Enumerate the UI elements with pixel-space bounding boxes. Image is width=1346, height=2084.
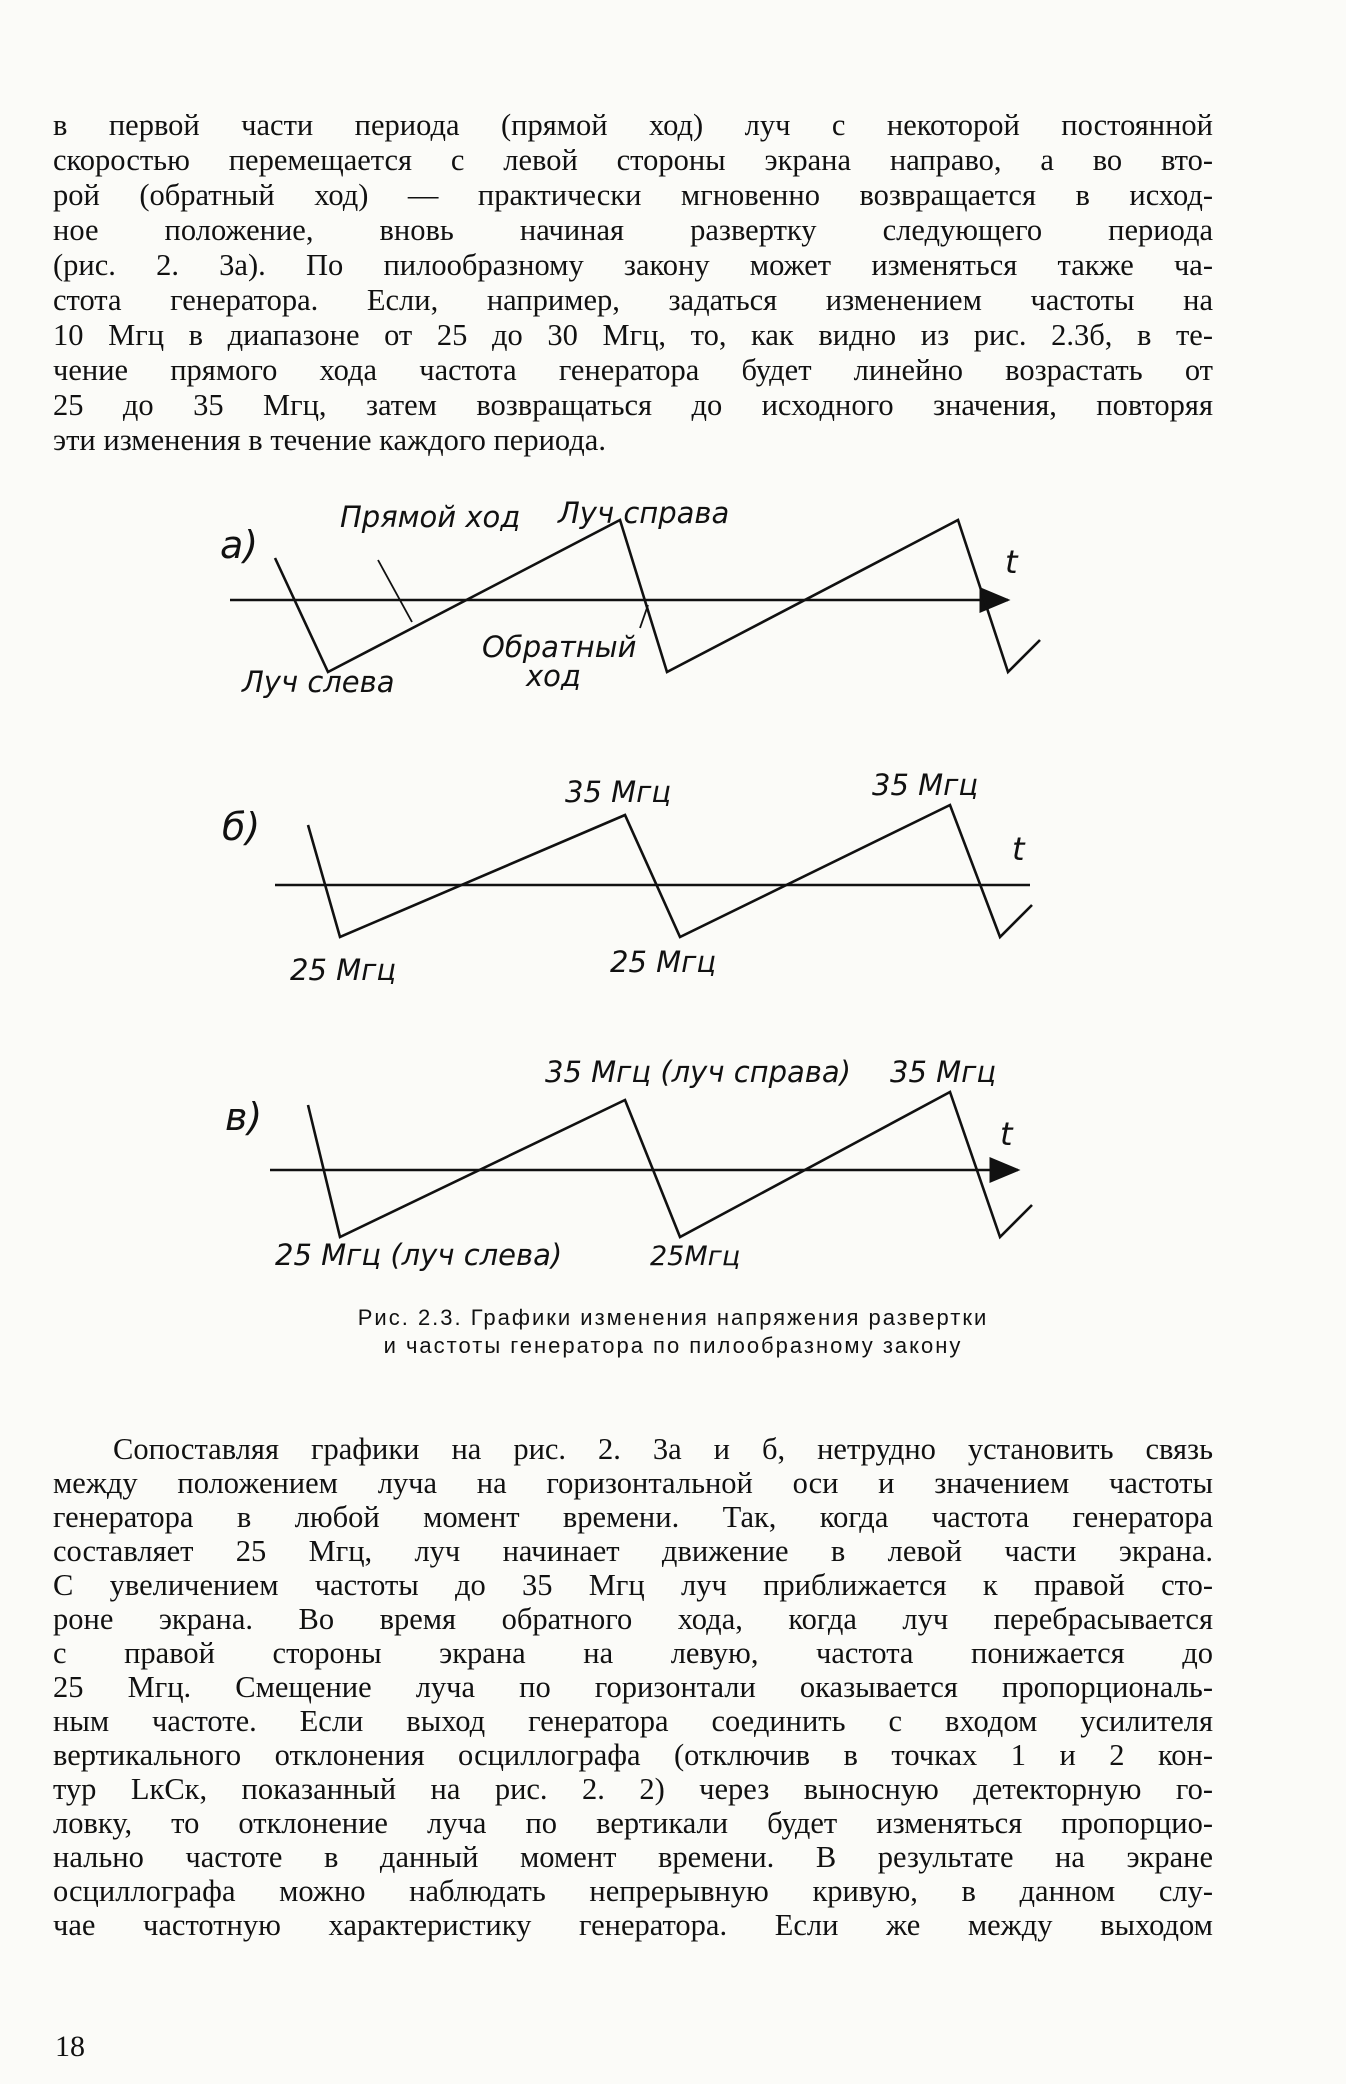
figure-caption-line1: Рис. 2.3. Графики изменения напряжения развертки [357,1305,989,1330]
text-line: чение прямого хода частота генератора будет линейно возрастать от [53,353,1213,387]
text-line: Сопоставляя графики на рис. 2. 3а и б, нетрудно установить связь [113,1432,1213,1466]
label-flyback-2: ход [526,659,581,693]
label-c-min2: 25Мгц [650,1241,741,1272]
label-b-max2: 35 Мгц [872,768,979,802]
label-beam-left: Луч слева [242,665,395,699]
label-c-min1: 25 Мгц (луч слева) [275,1238,563,1272]
text-line: чае частотную характеристику генератора. Если же между выходом [53,1908,1213,1942]
text-line: ное положение, вновь начиная развертку следующего периода [53,213,1213,247]
text-line: рой (обратный ход) — практически мгновенно возвращается в исход- [53,178,1213,212]
label-axis-a: t [1005,543,1018,581]
paragraph-2 [53,1432,1213,1942]
text-line: 25 до 35 Мгц, затем возвращаться до исходного значения, повторяя [53,388,1213,422]
text-line: роне экрана. Во время обратного хода, когда луч перебрасывается [53,1602,1213,1636]
page-number: 18 [55,2030,85,2063]
text-line: ным частоте. Если выход генератора соединить с входом усилителя [53,1704,1213,1738]
label-beam-right: Луч справа [558,496,730,530]
sawtooth-b [308,805,1032,937]
text-line: между положением луча на горизонтальной оси и значением частоты [53,1466,1213,1500]
text-line: ловку, то отклонение луча по вертикали будет изменяться пропорцио- [53,1806,1213,1840]
text-line: С увеличением частоты до 35 Мгц луч приближается к правой сто- [53,1568,1213,1602]
text-line: эти изменения в течение каждого периода. [53,423,606,457]
label-c: в) [225,1095,263,1139]
text-line: с правой стороны экрана на левую, частота понижается до [53,1636,1213,1670]
label-b-max1: 35 Мгц [565,775,672,809]
text-line: составляет 25 Мгц, луч начинает движение в левой части экрана. [53,1534,1213,1568]
pointer-forward [378,560,412,622]
label-b: б) [222,805,261,849]
text-line: нально частоте в данный момент времени. В результате на экране [53,1840,1213,1874]
text-line: вертикального отклонения осциллографа (отключив в точках 1 и 2 кон- [53,1738,1213,1772]
text-line: тур LкCк, показанный на рис. 2. 2) через выносную детекторную го- [53,1772,1213,1806]
sawtooth-c [308,1092,1032,1237]
text-line: осциллографа можно наблюдать непрерывную кривую, в данном слу- [53,1874,1213,1908]
label-forward: Прямой ход [340,500,521,534]
label-axis-c: t [1000,1115,1013,1153]
label-b-min2: 25 Мгц [610,945,717,979]
text-line: 10 Мгц в диапазоне от 25 до 30 Мгц, то, как видно из рис. 2.3б, в те- [53,318,1213,352]
label-c-max2: 35 Мгц [890,1055,997,1089]
label-a: а) [220,523,259,567]
label-c-max1: 35 Мгц (луч справа) [545,1055,851,1089]
text-line: стота генератора. Если, например, задаться изменением частоты на [53,283,1213,317]
text-line: в первой части периода (прямой ход) луч с некоторой постоянной [53,108,1213,142]
figure-caption-line2: и частоты генератора по пилообразному закону [383,1333,963,1358]
label-flyback-1: Обратный [482,630,637,664]
label-b-min1: 25 Мгц [290,953,397,987]
text-line: скоростью перемещается с левой стороны экрана направо, а во вто- [53,143,1213,177]
text-line: (рис. 2. 3а). По пилообразному закону может изменяться также ча- [53,248,1213,282]
sawtooth-a [275,520,1040,672]
paragraph-1 [53,108,1213,458]
pointer-flyback [640,605,648,628]
label-axis-b: t [1012,830,1025,868]
text-line: 25 Мгц. Смещение луча по горизонтали оказывается пропорциональ- [53,1670,1213,1704]
sawtooth-figure [200,490,1060,1290]
text-line: генератора в любой момент времени. Так, когда частота генератора [53,1500,1213,1534]
